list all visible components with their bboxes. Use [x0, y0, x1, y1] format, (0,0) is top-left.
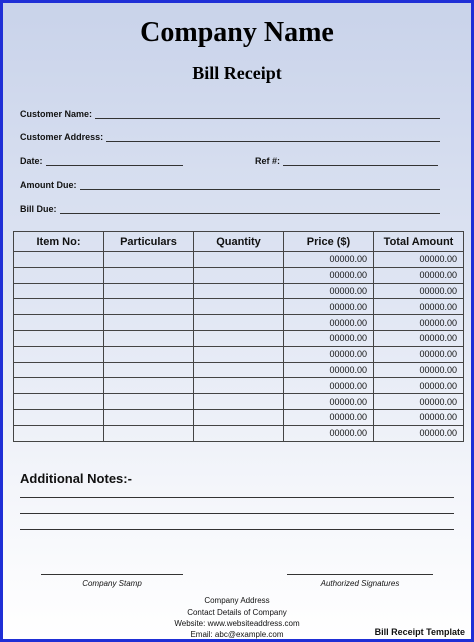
footer-contact: Contact Details of Company [187, 608, 287, 617]
table-row [14, 346, 464, 362]
table-cell[interactable] [194, 409, 284, 425]
table-row [14, 283, 464, 299]
header-particulars: Particulars [104, 232, 194, 252]
header-item-no: Item No: [14, 232, 104, 252]
table-row [14, 362, 464, 378]
table-cell[interactable] [104, 425, 194, 441]
amount-due-label: Amount Due: [20, 180, 77, 190]
table-cell[interactable]: 00000.00 [284, 267, 374, 283]
table-cell[interactable]: 00000.00 [284, 283, 374, 299]
company-stamp-line[interactable] [41, 574, 183, 575]
table-cell[interactable]: 00000.00 [374, 346, 464, 362]
company-name: Company Name [140, 17, 334, 48]
bill-due-field[interactable] [20, 204, 440, 214]
table-cell[interactable]: 00000.00 [374, 378, 464, 394]
amount-due-field[interactable] [20, 180, 440, 190]
table-cell[interactable]: 00000.00 [374, 315, 464, 331]
date-line[interactable] [46, 157, 183, 166]
table-cell[interactable] [194, 346, 284, 362]
date-field[interactable] [20, 156, 183, 166]
table-cell[interactable]: 00000.00 [284, 346, 374, 362]
table-cell[interactable] [194, 425, 284, 441]
table-cell[interactable] [194, 394, 284, 410]
table-cell[interactable] [14, 394, 104, 410]
table-cell[interactable] [104, 299, 194, 315]
customer-address-label: Customer Address: [20, 132, 104, 142]
company-stamp-label: Company Stamp [82, 579, 142, 588]
document-title: Bill Receipt [192, 63, 282, 83]
table-row [14, 409, 464, 425]
table-cell[interactable]: 00000.00 [284, 425, 374, 441]
table-cell[interactable] [194, 267, 284, 283]
table-cell[interactable]: 00000.00 [284, 378, 374, 394]
table-cell[interactable]: 00000.00 [374, 283, 464, 299]
table-cell[interactable] [104, 378, 194, 394]
table-cell[interactable]: 00000.00 [284, 299, 374, 315]
customer-name-field[interactable] [20, 109, 440, 119]
table-cell[interactable]: 00000.00 [374, 394, 464, 410]
table-cell[interactable]: 00000.00 [374, 299, 464, 315]
table-cell[interactable] [194, 283, 284, 299]
customer-address-line[interactable] [106, 133, 440, 142]
template-label: Bill Receipt Template [374, 627, 465, 637]
footer-website[interactable]: Website: www.websiteaddress.com [174, 619, 300, 628]
table-cell[interactable] [194, 299, 284, 315]
table-cell[interactable]: 00000.00 [284, 394, 374, 410]
ref-line[interactable] [283, 157, 438, 166]
footer-email[interactable]: Email: abc@example.com [190, 630, 284, 639]
amount-due-line[interactable] [80, 181, 441, 190]
table-row [14, 252, 464, 268]
table-cell[interactable]: 00000.00 [284, 330, 374, 346]
table-row [14, 315, 464, 331]
table-cell[interactable] [104, 362, 194, 378]
table-cell[interactable] [104, 283, 194, 299]
table-cell[interactable] [14, 252, 104, 268]
table-cell[interactable] [104, 330, 194, 346]
table-row [14, 425, 464, 441]
table-cell[interactable] [104, 346, 194, 362]
table-row [14, 267, 464, 283]
items-table [13, 231, 464, 442]
customer-name-line[interactable] [95, 110, 440, 119]
authorized-signature-line[interactable] [287, 574, 433, 575]
authorized-signatures-label: Authorized Signatures [320, 579, 400, 588]
table-row [14, 394, 464, 410]
table-cell[interactable] [194, 315, 284, 331]
bill-due-line[interactable] [60, 205, 440, 214]
table-cell[interactable] [194, 378, 284, 394]
table-cell[interactable] [104, 394, 194, 410]
table-cell[interactable]: 00000.00 [284, 252, 374, 268]
header-quantity: Quantity [194, 232, 284, 252]
table-cell[interactable] [104, 315, 194, 331]
table-cell[interactable] [14, 346, 104, 362]
header-price: Price ($) [284, 232, 374, 252]
table-cell[interactable] [14, 283, 104, 299]
ref-label: Ref #: [255, 156, 281, 166]
table-cell[interactable]: 00000.00 [374, 267, 464, 283]
note-line[interactable] [20, 529, 454, 530]
table-cell[interactable]: 00000.00 [374, 409, 464, 425]
header-total-amount: Total Amount [374, 232, 464, 252]
table-row [14, 378, 464, 394]
table-cell[interactable] [14, 425, 104, 441]
table-cell[interactable] [14, 315, 104, 331]
table-cell[interactable]: 00000.00 [284, 315, 374, 331]
table-cell[interactable] [104, 252, 194, 268]
table-cell[interactable]: 00000.00 [374, 425, 464, 441]
bill-due-label: Bill Due: [20, 204, 57, 214]
footer-address: Company Address [204, 596, 270, 605]
table-row [14, 299, 464, 315]
table-cell[interactable]: 00000.00 [284, 409, 374, 425]
table-cell[interactable] [194, 252, 284, 268]
note-line[interactable] [20, 513, 454, 514]
table-cell[interactable] [14, 299, 104, 315]
customer-address-field[interactable] [20, 132, 440, 142]
table-cell[interactable]: 00000.00 [284, 362, 374, 378]
additional-notes-title: Additional Notes:- [20, 471, 132, 486]
note-line[interactable] [20, 497, 454, 498]
table-cell[interactable] [194, 330, 284, 346]
table-cell[interactable] [14, 330, 104, 346]
table-cell[interactable]: 00000.00 [374, 362, 464, 378]
table-cell[interactable] [14, 362, 104, 378]
table-cell[interactable]: 00000.00 [374, 252, 464, 268]
table-cell[interactable] [14, 409, 104, 425]
customer-name-label: Customer Name: [20, 109, 93, 119]
ref-field[interactable] [255, 156, 438, 166]
items-table-body [14, 252, 464, 442]
table-header-row [14, 232, 464, 252]
table-cell[interactable] [14, 267, 104, 283]
date-label: Date: [20, 156, 43, 166]
table-cell[interactable] [14, 378, 104, 394]
table-cell[interactable]: 00000.00 [374, 330, 464, 346]
table-cell[interactable] [104, 409, 194, 425]
table-cell[interactable] [194, 362, 284, 378]
table-row [14, 330, 464, 346]
table-cell[interactable] [104, 267, 194, 283]
